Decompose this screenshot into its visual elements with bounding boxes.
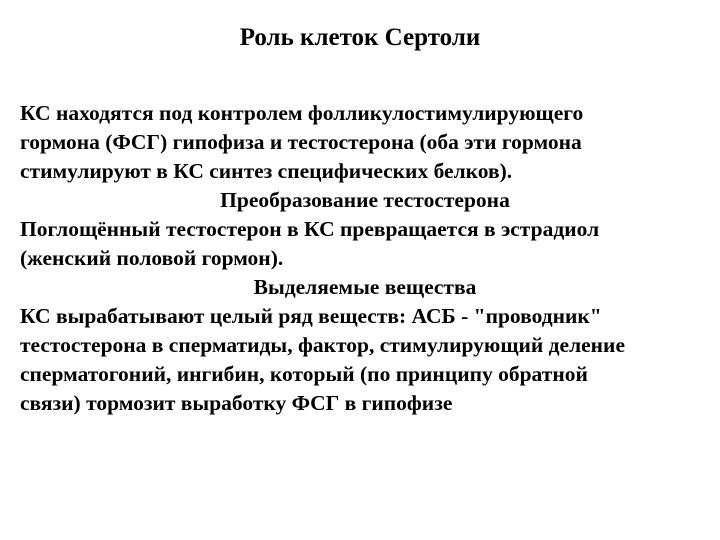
section-heading-conversion: Преобразование тестостерона (220, 188, 510, 212)
slide-body (20, 99, 710, 418)
body-line: стимулируют в КС синтез специфических белков). (20, 159, 513, 183)
body-line: (женский половой гормон). (20, 246, 284, 270)
body-line: тестостерона в сперматиды, фактор, стимулирующий деление (20, 333, 625, 357)
body-line: гормона (ФСГ) гипофиза и тестостерона (оба эти гормона (20, 130, 582, 154)
body-line: Поглощённый тестостерон в КС превращается в эстрадиол (20, 217, 600, 241)
body-line: связи) тормозит выработку ФСГ в гипофизе (20, 391, 453, 415)
section-heading-secreted: Выделяемые вещества (253, 275, 477, 299)
body-line: КС вырабатывают целый ряд веществ: АСБ - "проводник" (20, 304, 602, 328)
slide-title: Роль клеток Сертоли (239, 24, 481, 51)
body-line: сперматогоний, ингибин, который (по принципу обратной (20, 362, 588, 386)
body-line: КС находятся под контролем фолликулостимулирующего (20, 101, 584, 125)
